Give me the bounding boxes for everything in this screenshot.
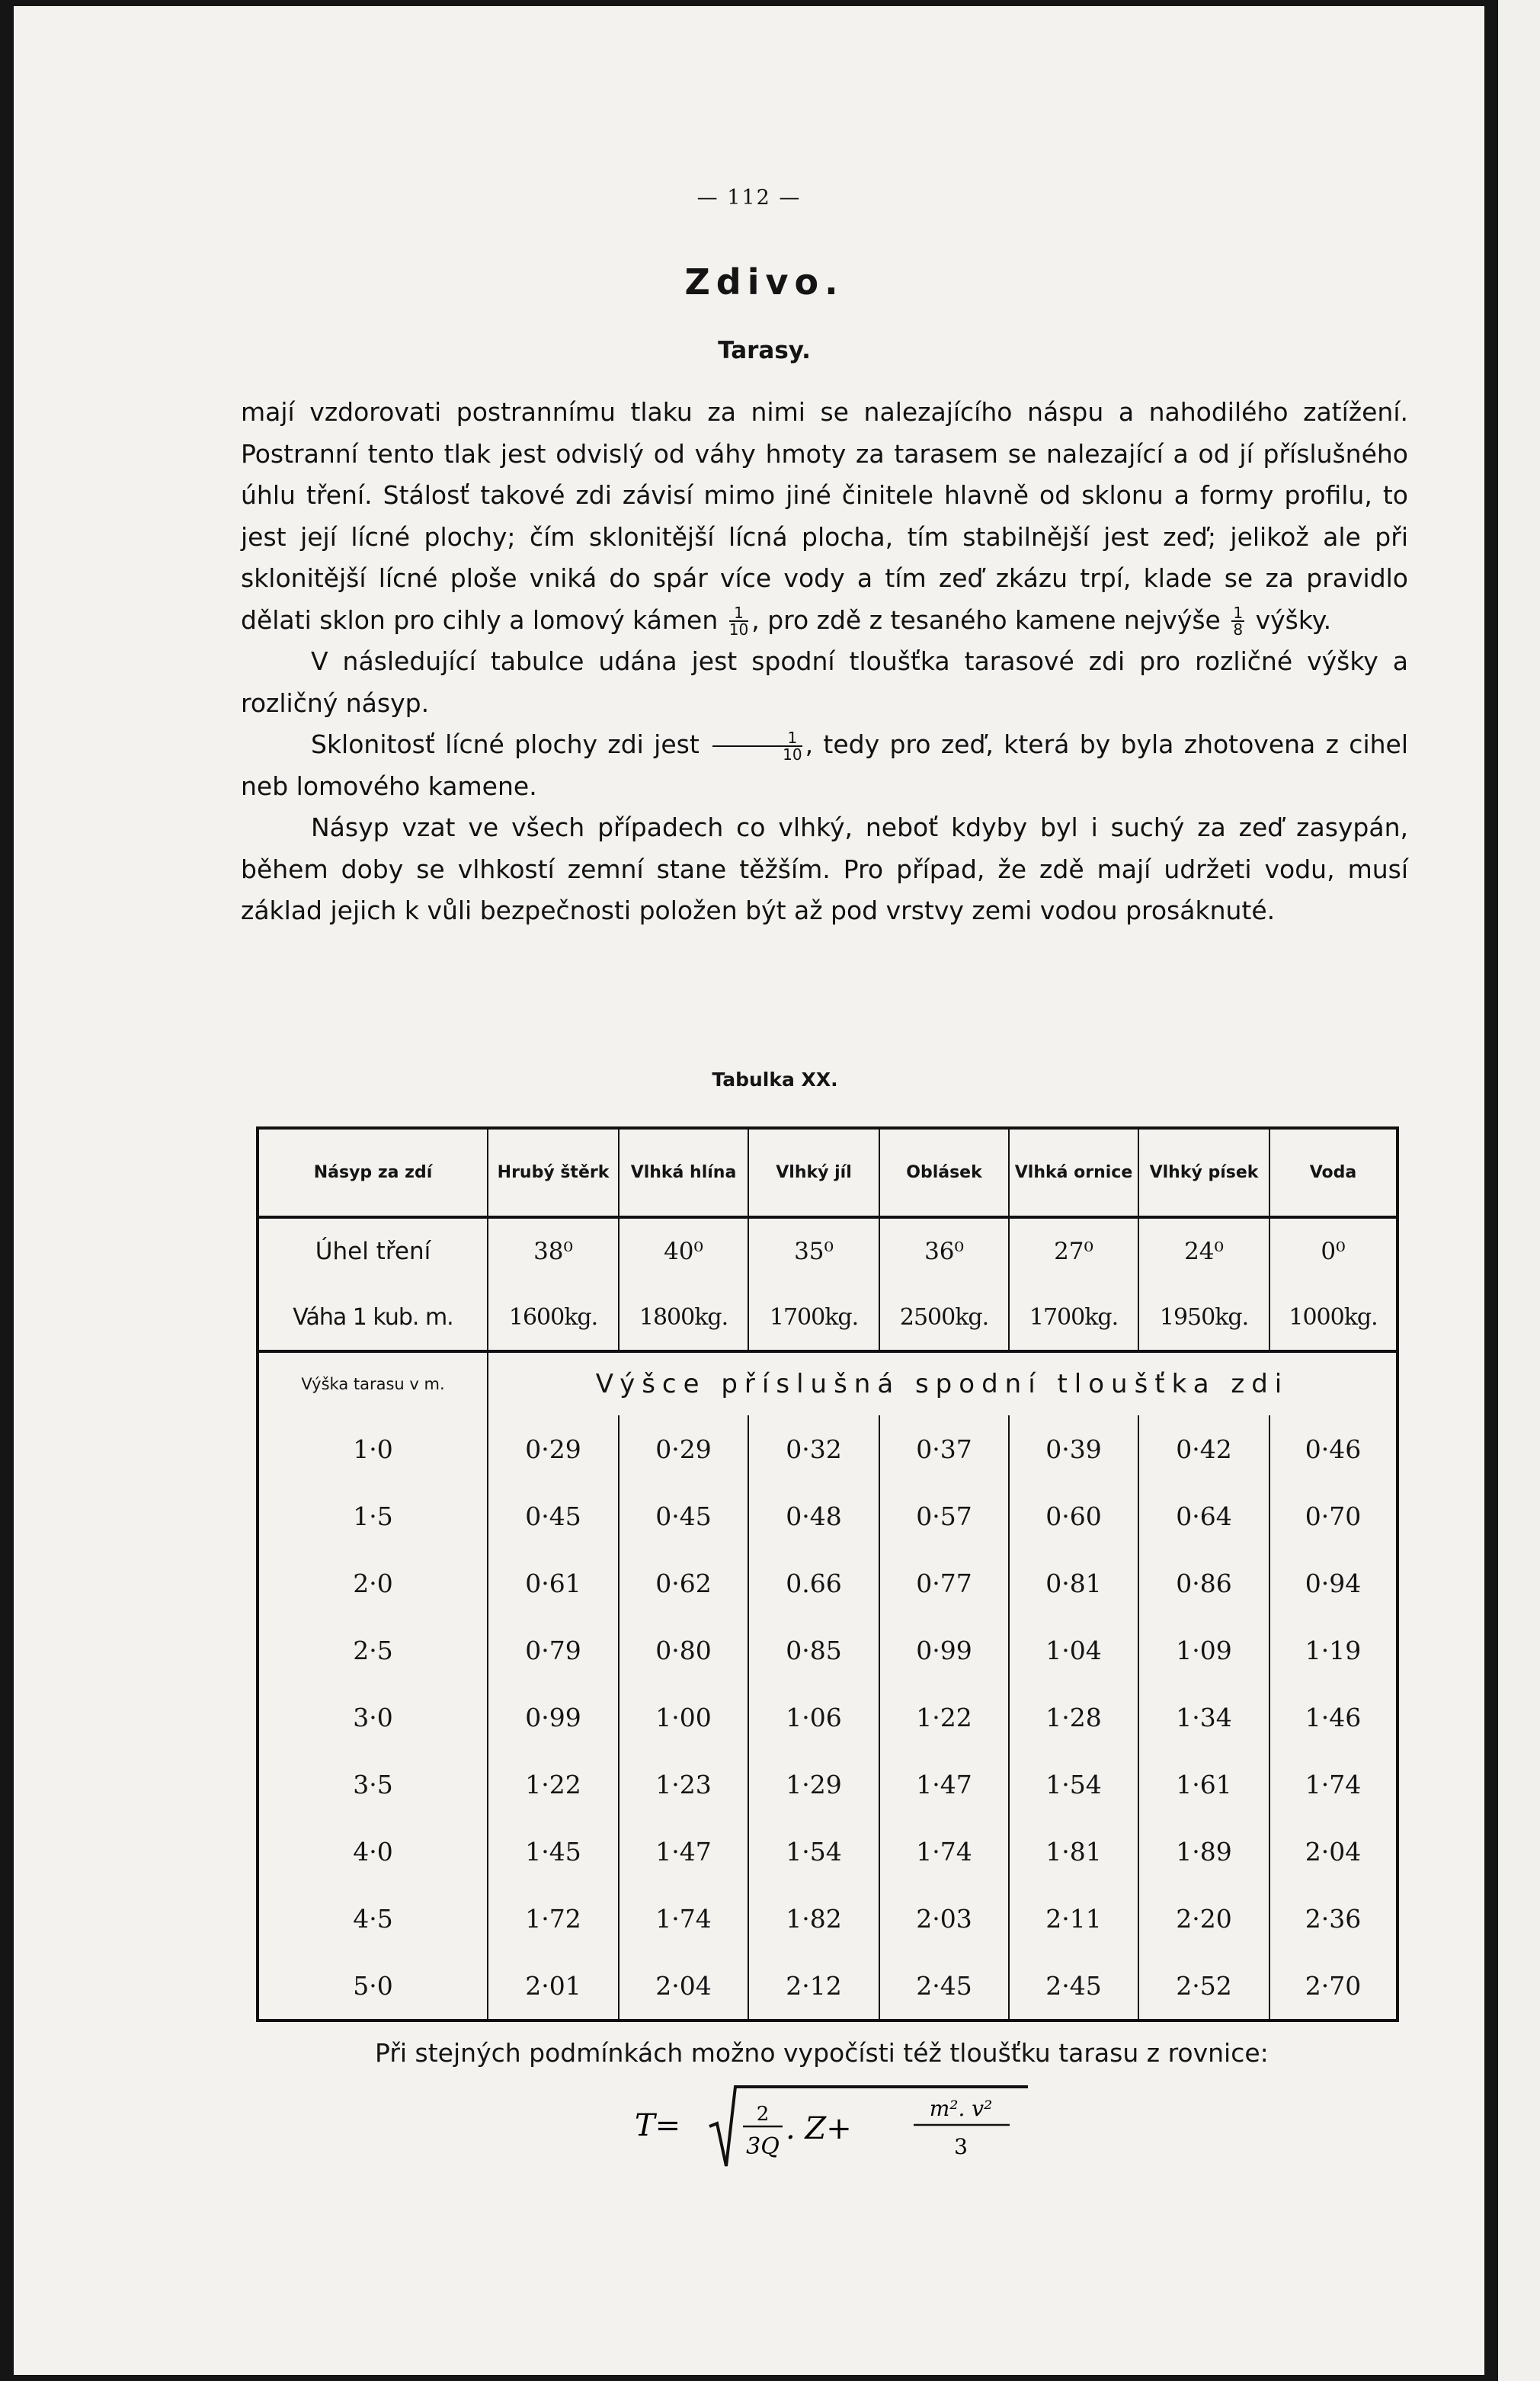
table-cell: 0·42: [1138, 1415, 1269, 1482]
table-cell: 2·01: [488, 1952, 619, 2020]
height-cell: 3·0: [258, 1684, 488, 1751]
table-cell: 1700kg.: [1009, 1284, 1138, 1351]
table-cell: 1·22: [488, 1751, 619, 1818]
height-cell: 1·0: [258, 1415, 488, 1482]
table-cell: 0·48: [748, 1482, 879, 1549]
page-number: — 112 —: [696, 186, 802, 210]
table-cell: 1·04: [1009, 1617, 1138, 1684]
paragraph-2: V následující tabulce udána jest spodní tloušťka tarasové zdi pro rozličné výšky a rozličný násyp.: [241, 646, 1408, 718]
table-cell: 24⁰: [1138, 1217, 1269, 1284]
table-cell: 1950kg.: [1138, 1284, 1269, 1351]
height-cell: 4·0: [258, 1818, 488, 1885]
table-cell: 2·45: [879, 1952, 1009, 2020]
fraction-one-eighth: $\frac{1}{8}$: [1233, 604, 1244, 639]
table-cell: 38⁰: [488, 1217, 619, 1284]
table-cell: 2·04: [1269, 1818, 1398, 1885]
table-row: [258, 1549, 1398, 1617]
table-cell: 2·04: [619, 1952, 748, 2020]
table-cell: 2·20: [1138, 1885, 1269, 1952]
table-row: [258, 1818, 1398, 1885]
table-row: [258, 1415, 1398, 1482]
table-row: [258, 1952, 1398, 2020]
table-cell: 2·70: [1269, 1952, 1398, 2020]
table-cell: 1·47: [619, 1818, 748, 1885]
table-cell: 0·99: [488, 1684, 619, 1751]
chapter-title: Zdivo.: [684, 261, 844, 303]
table-row: [258, 1684, 1398, 1751]
table-cell: 0⁰: [1269, 1217, 1398, 1284]
table-cell: 2·03: [879, 1885, 1009, 1952]
table-row: [258, 1751, 1398, 1818]
paragraph-3: [241, 724, 1408, 807]
table-cell: 1·29: [748, 1751, 879, 1818]
table-cell: 1·61: [1138, 1751, 1269, 1818]
table-cell: 0·64: [1138, 1482, 1269, 1549]
table-cell: 0·77: [879, 1549, 1009, 1617]
table-cell: 1·74: [619, 1885, 748, 1952]
table-cell: 0·29: [619, 1415, 748, 1482]
weight-row: [258, 1284, 1398, 1351]
retaining-wall-table: [256, 1126, 1399, 2022]
table-cell: 1·06: [748, 1684, 879, 1751]
table-cell: 1·74: [879, 1818, 1009, 1885]
table-cell: 1·09: [1138, 1617, 1269, 1684]
table-cell: 0·80: [619, 1617, 748, 1684]
table-cell: 0·79: [488, 1617, 619, 1684]
paragraph-3-text-b: , tedy pro zeď, která by byla zhotovena z cihel neb lomového kamene.: [241, 729, 1408, 801]
table-cell: 1·23: [619, 1751, 748, 1818]
adjacent-page-edge: [1498, 0, 1540, 2381]
formula-numerator-1: 2: [756, 2103, 770, 2126]
table-cell: 0·60: [1009, 1482, 1138, 1549]
table-cell: 2·12: [748, 1952, 879, 2020]
table-row: [258, 1482, 1398, 1549]
formula-numerator-2: m². v²: [929, 2096, 993, 2121]
table-cell: 2500kg.: [879, 1284, 1009, 1351]
table-cell: 1·19: [1269, 1617, 1398, 1684]
height-cell: 1·5: [258, 1482, 488, 1549]
header-cell: Vlhký písek: [1138, 1128, 1269, 1217]
table-cell: 1·47: [879, 1751, 1009, 1818]
table-cell: 0·29: [488, 1415, 619, 1482]
row-label: Váha 1 kub. m.: [258, 1284, 488, 1351]
table-cell: 1·82: [748, 1885, 879, 1952]
thickness-subheader: Výšce příslušná spodní tloušťka zdi: [488, 1351, 1398, 1415]
height-cell: 4·5: [258, 1885, 488, 1952]
table-cell: 0·32: [748, 1415, 879, 1482]
table-cell: 0·45: [488, 1482, 619, 1549]
paragraph-1-text-c: výšky.: [1255, 604, 1332, 635]
header-cell: Vlhký jíl: [748, 1128, 879, 1217]
paragraph-4: Násyp vzat ve všech případech co vlhký, neboť kdyby byl i suchý za zeď zasypán, během doby se vlhkostí zemní stane těžším. Pro případ, že zdě mají udržeti vodu, musí základ jejich k vůli bezpečnosti položen být až pod vrstvy zemi vodou prosáknuté.: [241, 812, 1408, 925]
table-cell: 1800kg.: [619, 1284, 748, 1351]
table-cell: 1·46: [1269, 1684, 1398, 1751]
table-cell: 0·85: [748, 1617, 879, 1684]
table-cell: 0·61: [488, 1549, 619, 1617]
thickness-formula: [635, 2081, 1031, 2172]
table-cell: 2·45: [1009, 1952, 1138, 2020]
table-cell: 35⁰: [748, 1217, 879, 1284]
paragraph-3-text-a: Sklonitosť lícné plochy zdi jest: [311, 729, 700, 759]
formula-lhs: T=: [635, 2108, 681, 2143]
table-cell: 0·70: [1269, 1482, 1398, 1549]
table-row: [258, 1885, 1398, 1952]
table-cell: 27⁰: [1009, 1217, 1138, 1284]
table-cell: 36⁰: [879, 1217, 1009, 1284]
table-cell: 0·46: [1269, 1415, 1398, 1482]
table-cell: 0·99: [879, 1617, 1009, 1684]
header-cell: Vlhká hlína: [619, 1128, 748, 1217]
table-cell: 1·00: [619, 1684, 748, 1751]
paragraph-1: [241, 392, 1408, 641]
section-title: Tarasy.: [718, 337, 811, 364]
formula-middle: . Z+: [786, 2111, 852, 2146]
table-cell: 1·81: [1009, 1818, 1138, 1885]
table-cell: 0·39: [1009, 1415, 1138, 1482]
table-cell: 1·89: [1138, 1818, 1269, 1885]
table-cell: 1·54: [1009, 1751, 1138, 1818]
table-cell: 0·37: [879, 1415, 1009, 1482]
table-cell: 1·45: [488, 1818, 619, 1885]
table-cell: 0·45: [619, 1482, 748, 1549]
height-column-label: Výška tarasu v m.: [258, 1351, 488, 1415]
table-cell: 1700kg.: [748, 1284, 879, 1351]
height-cell: 2·0: [258, 1549, 488, 1617]
table-row: [258, 1617, 1398, 1684]
fraction-one-tenth-slope: $\frac{1}{10}$: [712, 730, 802, 762]
table-cell: 1·74: [1269, 1751, 1398, 1818]
paragraph-1-text-a: mají vzdorovati postrannímu tlaku za nimi se nalezajícího náspu a nahodilého zatížení. Postranní tento tlak jest odvislý od váhy hmoty za tarasem se nalezající a od jí příslušného úhlu tření. Stálosť takové zdi závisí mimo jiné činitele hlavně od sklonu a formy profilu, to jest její lícné plochy; čím sklonitější lícná plocha, tím stabilnější jest zeď; jelikož ale při sklonitější lícné ploše vniká do spár více vody a tím zeď zkázu trpí, klade se za pravidlo dělati sklon pro cihly a lomový kámen: [241, 397, 1408, 635]
body-text: [241, 392, 1408, 932]
header-cell: Hrubý štěrk: [488, 1128, 619, 1217]
table-cell: 1000kg.: [1269, 1284, 1398, 1351]
header-cell: Oblásek: [879, 1128, 1009, 1217]
table-cell: 40⁰: [619, 1217, 748, 1284]
table-cell: 2·11: [1009, 1885, 1138, 1952]
table-cell: 1600kg.: [488, 1284, 619, 1351]
table-cell: 2·52: [1138, 1952, 1269, 2020]
header-cell: Voda: [1269, 1128, 1398, 1217]
table-cell: 0·62: [619, 1549, 748, 1617]
header-cell: Vlhká ornice: [1009, 1128, 1138, 1217]
height-cell: 5·0: [258, 1952, 488, 2020]
table-cell: 0.66: [748, 1549, 879, 1617]
table-caption: Tabulka XX.: [712, 1069, 838, 1091]
table-cell: 1·54: [748, 1818, 879, 1885]
table-cell: 0·94: [1269, 1549, 1398, 1617]
table-cell: 2·36: [1269, 1885, 1398, 1952]
table-cell: 1·28: [1009, 1684, 1138, 1751]
header-cell: Násyp za zdí: [258, 1128, 488, 1217]
table-cell: 0·86: [1138, 1549, 1269, 1617]
fraction-one-tenth: $\frac{1}{10}$: [728, 604, 749, 639]
table-cell: 0·81: [1009, 1549, 1138, 1617]
thickness-rows: [258, 1415, 1398, 2020]
formula-denominator-1: 3Q: [746, 2133, 780, 2160]
thickness-subheader-row: [258, 1351, 1398, 1415]
table-cell: 1·72: [488, 1885, 619, 1952]
formula-denominator-2: 3: [954, 2134, 968, 2159]
table-cell: 1·22: [879, 1684, 1009, 1751]
book-page: [14, 6, 1484, 2375]
table-header-row: [258, 1128, 1398, 1217]
paragraph-1-text-b: , pro zdě z tesaného kamene nejvýše: [751, 604, 1221, 635]
height-cell: 3·5: [258, 1751, 488, 1818]
height-cell: 2·5: [258, 1617, 488, 1684]
table-cell: 1·34: [1138, 1684, 1269, 1751]
formula-intro: Při stejných podmínkách možno vypočísti též tloušťku tarasu z rovnice:: [375, 2038, 1269, 2068]
row-label: Úhel tření: [258, 1217, 488, 1284]
table-cell: 0·57: [879, 1482, 1009, 1549]
friction-row: [258, 1217, 1398, 1284]
